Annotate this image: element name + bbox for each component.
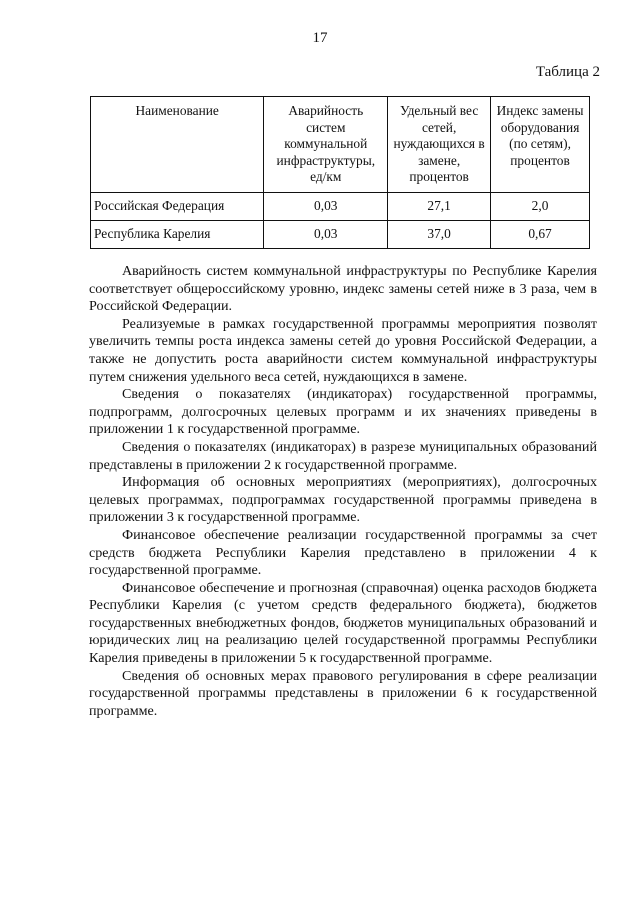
row-replacement-index: 2,0 — [491, 192, 590, 220]
paragraph: Реализуемые в рамках государственной программы мероприятия позволят увеличить темпы роста индекса замены сетей до уровня Российской Федерации, а также не допустить роста аварийности систем коммунальной инфраструктуры путем снижения удельного веса сетей, нуждающихся в замене. — [89, 315, 597, 385]
page-number: 17 — [312, 30, 328, 46]
paragraph: Сведения о показателях (индикаторах) в разрезе муниципальных образований представлены в приложении 2 к государственной программе. — [89, 438, 597, 473]
header-replacement-share: Удельный вес сетей, нуждающихся в замене, процентов — [388, 97, 491, 193]
paragraph: Сведения о показателях (индикаторах) государственной программы, подпрограмм, долгосрочных целевых программ и их значениях приведены в приложении 1 к государственной программе. — [89, 386, 597, 438]
table-caption: Таблица 2 — [535, 64, 600, 80]
row-accident-rate: 0,03 — [264, 220, 388, 248]
row-accident-rate: 0,03 — [264, 192, 388, 220]
header-name: Наименование — [91, 97, 264, 193]
table-row — [91, 192, 590, 220]
table-header-row — [91, 97, 590, 193]
header-accident-rate: Аварийность систем коммунальной инфраструктуры, ед/км — [264, 97, 388, 193]
row-name: Республика Карелия — [91, 220, 264, 248]
paragraph: Финансовое обеспечение и прогнозная (справочная) оценка расходов бюджета Республики Карелия (с учетом средств федерального бюджета), бюджетов государственных внебюджетных фондов, бюджетов муниципальных образований и юридических лиц на реализацию целей государственной программы Республики Карелия приведены в приложении 5 к государственной программе. — [89, 579, 597, 667]
indicators-table — [90, 96, 590, 249]
row-name: Российская Федерация — [91, 192, 264, 220]
paragraph: Аварийность систем коммунальной инфраструктуры по Республике Карелия соответствует общероссийскому уровню, индекс замены сетей ниже в 3 раза, чем в Российской Федерации. — [89, 263, 597, 315]
paragraph: Финансовое обеспечение реализации государственной программы за счет средств бюджета Республики Карелия представлено в приложении 4 к государственной программе. — [89, 526, 597, 579]
paragraph: Информация об основных мероприятиях (мероприятиях), долгосрочных целевых программах, подпрограммах государственной программы приведена в приложении 3 к государственной программе. — [89, 474, 597, 526]
row-replacement-share: 37,0 — [388, 220, 491, 248]
row-replacement-share: 27,1 — [388, 192, 491, 220]
paragraph: Сведения об основных мерах правового регулирования в сфере реализации государственной программы представлены в приложении 6 к государственной программе. — [89, 667, 597, 719]
body-text — [89, 263, 597, 720]
row-replacement-index: 0,67 — [491, 220, 590, 248]
table-row — [91, 220, 590, 248]
header-replacement-index: Индекс замены оборудования (по сетям), процентов — [491, 97, 590, 193]
